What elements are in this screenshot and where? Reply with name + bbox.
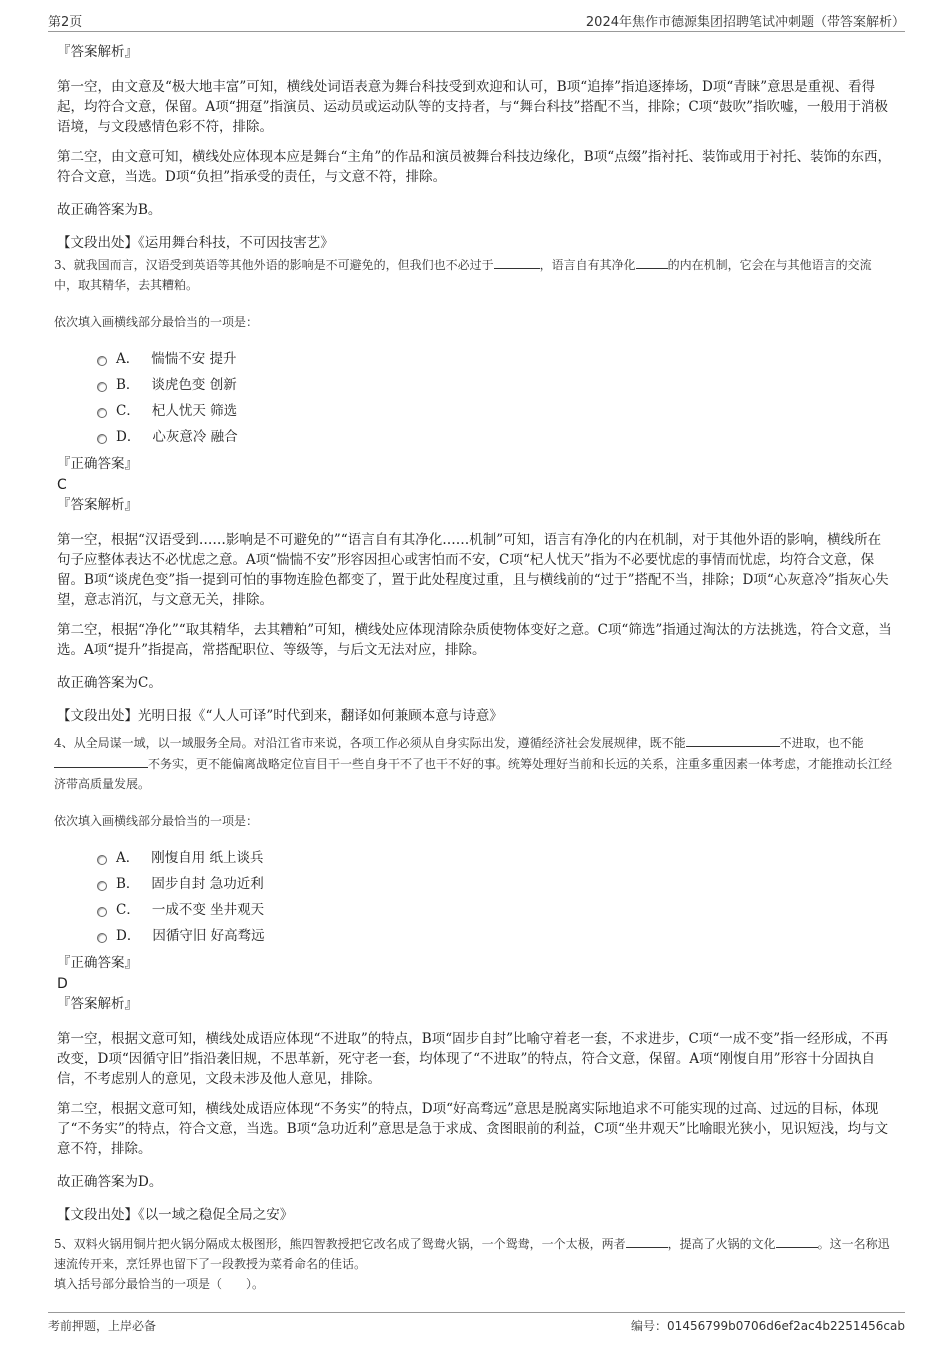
- answer-analysis-label: 『答案解析』: [57, 497, 138, 513]
- options-list: [97, 346, 893, 450]
- radio-icon[interactable]: [97, 408, 107, 418]
- source: 【文段出处】《运用舞台科技，不可因技害艺》: [57, 235, 334, 251]
- options-list: [97, 845, 893, 949]
- option-a[interactable]: A． 刚愎自用 纸上谈兵: [97, 845, 893, 871]
- answer-analysis-label: 『答案解析』: [57, 996, 138, 1012]
- option-d[interactable]: D． 因循守旧 好高骛远: [97, 923, 893, 949]
- option-a[interactable]: A． 惴惴不安 提升: [97, 346, 893, 372]
- question-3: 3、就我国而言，汉语受到英语等其他外语的影响是不可避免的，但我们也不必过于 ，语言自有其净化 的内在机制，它会在与其他语言的交流中，取其精华，去其糟粕。: [54, 254, 893, 295]
- correct-answer: D: [57, 976, 68, 992]
- source: 【文段出处】《以一域之稳促全局之安》: [57, 1207, 294, 1223]
- correct-answer: C: [57, 477, 67, 493]
- option-c[interactable]: C． 一成不变 坐井观天: [97, 897, 893, 923]
- document-code: 编号：01456799b0706d6ef2ac4b2251456cab: [631, 1319, 905, 1333]
- source: 【文段出处】光明日报《“人人可译”时代到来，翻译如何兼顾本意与诗意》: [57, 708, 503, 724]
- analysis-paragraph: 第一空，根据“汉语受到……影响是不可避免的”“语言自有其净化……机制”可知，语言有净化的内在机制，对于其他外语的影响，横线所在句子应整体表达不必忧虑之意。A项“惴惴不安”形容因担心或害怕而不安，C项“杞人忧天”指为不必要忧虑的事情而忧虑，均符合文意，保留。B项“谈虎色变”指一提到可怕的事物连脸色都变了，置于此处程度过重，且与横线前的“过于”搭配不当，排除；D项“心灰意冷”指灰心失望，意志消沉，与文意无关，排除。: [57, 532, 889, 608]
- instruction: 依次填入画横线部分最恰当的一项是：: [54, 315, 259, 329]
- analysis-paragraph: 第一空，根据文意可知，横线处成语应体现“不进取”的特点，B项“固步自封”比喻守着老一套，不求进步，C项“一成不变”指一经形成，不再改变，D项“因循守旧”指沿袭旧规，不思革新，死守老一套，均体现了“不进取”的特点，符合文意，保留。A项“刚愎自用”形容十分固执自信，不考虑别人的意见，文段未涉及他人意见，排除。: [57, 1031, 889, 1087]
- analysis-paragraph: 第二空，根据文意可知，横线处成语应体现“不务实”的特点，D项“好高骛远”意思是脱离实际地追求不可能实现的过高、过远的目标，体现了“不务实”的特点，符合文意，当选。B项“急功近利”意思是急于求成、贪图眼前的利益，C项“坐井观天”比喻眼光狭小，见识短浅，均与文意不符，排除。: [57, 1101, 889, 1157]
- document-title: 2024年焦作市德源集团招聘笔试冲刺题（带答案解析）: [585, 15, 905, 30]
- blank: [626, 1233, 668, 1248]
- page-header: [48, 11, 905, 32]
- page-number: 第2页: [48, 15, 83, 30]
- blank: [636, 254, 668, 269]
- option-b[interactable]: B． 固步自封 急功近利: [97, 871, 893, 897]
- conclusion: 故正确答案为C。: [57, 675, 162, 691]
- page-footer: [48, 1312, 905, 1335]
- footer-slogan: 考前押题，上岸必备: [48, 1319, 157, 1333]
- correct-answer-label: 『正确答案』: [57, 456, 138, 472]
- conclusion: 故正确答案为B。: [57, 202, 162, 218]
- blank: [686, 732, 780, 747]
- analysis-paragraph: 第一空，由文意及“极大地丰富”可知，横线处词语表意为舞台科技受到欢迎和认可，B项“追捧”指追逐捧场，D项“青睐”意思是重视、看得起，均符合文意，保留。A项“拥趸”指演员、运动员或运动队等的支持者，与“舞台科技”搭配不当，排除；C项“鼓吹”指吹嘘，一般用于消极语境，与文段感情色彩不符，排除。: [57, 79, 888, 135]
- question-5: 5、双料火锅用铜片把火锅分隔成太极图形，熊四智教授把它改名成了鸳鸯火锅，一个鸳鸯，一个太极，两者 ，提高了火锅的文化 。这一名称迅速流传开来，烹饪界也留下了一段教授为菜肴命名的佳话。: [54, 1233, 893, 1274]
- option-c[interactable]: C． 杞人忧天 筛选: [97, 398, 893, 424]
- radio-icon[interactable]: [97, 907, 107, 917]
- answer-analysis-label: 『答案解析』: [57, 44, 138, 60]
- radio-icon[interactable]: [97, 382, 107, 392]
- option-d[interactable]: D． 心灰意冷 融合: [97, 424, 893, 450]
- blank: [776, 1233, 818, 1248]
- radio-icon[interactable]: [97, 356, 107, 366]
- page-content: [54, 42, 893, 1294]
- question-4: 4、从全局谋一域，以一域服务全局。对沿江省市来说，各项工作必须从自身实际出发，遵循经济社会发展规律，既不能 不进取，也不能不务实，更不能偏离战略定位盲目干一些自身干不了也干不好的事。统筹处理好当前和长远的关系，注重多重因素一体考虑，才能推动长江经济带高质量发展。: [54, 732, 893, 794]
- blank: [494, 254, 540, 269]
- analysis-paragraph: 第二空，根据“净化”“取其精华，去其糟粕”可知，横线处应体现清除杂质使物体变好之意。C项“筛选”指通过淘汰的方法挑选，符合文意，当选。A项“提升”指提高，常搭配职位、等级等，与后文无法对应，排除。: [57, 622, 892, 658]
- instruction: 填入括号部分最恰当的一项是（ ）。: [54, 1277, 265, 1291]
- radio-icon[interactable]: [97, 434, 107, 444]
- conclusion: 故正确答案为D。: [57, 1174, 163, 1190]
- radio-icon[interactable]: [97, 933, 107, 943]
- instruction: 依次填入画横线部分最恰当的一项是：: [54, 814, 259, 828]
- blank: [54, 753, 148, 768]
- option-b[interactable]: B． 谈虎色变 创新: [97, 372, 893, 398]
- radio-icon[interactable]: [97, 881, 107, 891]
- radio-icon[interactable]: [97, 855, 107, 865]
- correct-answer-label: 『正确答案』: [57, 955, 138, 971]
- analysis-paragraph: 第二空，由文意可知，横线处应体现本应是舞台“主角”的作品和演员被舞台科技边缘化，B项“点缀”指衬托、装饰或用于衬托、装饰的东西，符合文意，当选。D项“负担”指承受的责任，与文意不符，排除。: [57, 149, 892, 185]
